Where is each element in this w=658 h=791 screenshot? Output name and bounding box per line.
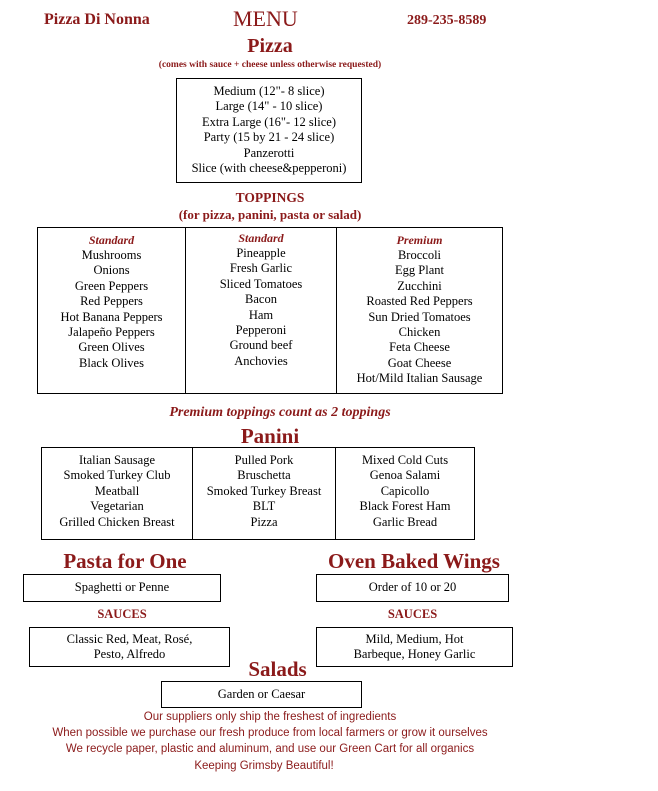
topping-item: Black Olives (79, 355, 144, 370)
panini-item: BLT (252, 499, 276, 514)
pasta-sauces-label: SAUCES (97, 607, 147, 621)
pasta-sauce-line: Classic Red, Meat, Rosé, (66, 632, 193, 646)
topping-item: Egg Plant (395, 263, 444, 278)
topping-item: Ground beef (229, 338, 293, 353)
topping-item: Jalapeño Peppers (68, 325, 155, 340)
panini-item: Pizza (250, 514, 278, 529)
pizza-note: (comes with sauce + cheese unless otherwise requested) (158, 60, 382, 70)
wings-sauce-line: Mild, Medium, Hot (365, 632, 464, 646)
panini-column-3 (336, 448, 474, 539)
footer-line: We recycle paper, plastic and aluminum, and use our Green Cart for all organics (65, 743, 475, 755)
topping-item: Fresh Garlic (229, 261, 293, 276)
panini-item: Bruschetta (237, 468, 291, 483)
footer-line: Keeping Grimsby Beautiful! (194, 760, 334, 772)
pizza-size: Extra Large (16"- 12 slice) (202, 114, 336, 129)
pasta-sauces-box (29, 627, 230, 667)
topping-item: Bacon (245, 292, 277, 307)
wings-sauces-label: SAUCES (387, 607, 438, 621)
panini-title: Panini (240, 424, 300, 448)
toppings-column-heading: Premium (396, 233, 443, 247)
panini-item: Meatball (94, 483, 140, 498)
topping-item: Anchovies (234, 353, 288, 368)
pizza-size: Party (15 by 21 - 24 slice) (203, 130, 335, 145)
panini-item: Mixed Cold Cuts (361, 453, 449, 467)
toppings-column-premium (337, 228, 502, 393)
wings-sauce-line: Barbeque, Honey Garlic (353, 647, 476, 662)
topping-item: Broccoli (397, 248, 442, 262)
topping-item: Roasted Red Peppers (366, 294, 473, 309)
panini-item: Smoked Turkey Club (63, 468, 171, 483)
pizza-size: Medium (12"- 8 slice) (213, 84, 325, 98)
pasta-sauce-line: Pesto, Alfredo (93, 647, 166, 662)
panini-column-1 (42, 448, 193, 539)
pasta-item-box (23, 574, 221, 602)
panini-column-2 (193, 448, 336, 539)
footer-line: Our suppliers only ship the freshest of ingredients (143, 711, 397, 723)
footer-line: When possible we purchase our fresh produce from local farmers or grow it ourselves (52, 727, 488, 739)
topping-item: Mushrooms (81, 248, 142, 262)
toppings-column-heading: Standard (88, 233, 135, 247)
panini-item: Smoked Turkey Breast (206, 483, 322, 498)
toppings-column-standard-1 (38, 228, 186, 393)
topping-item: Green Olives (78, 340, 145, 355)
toppings-table (37, 227, 503, 394)
panini-item: Capicollo (380, 483, 430, 498)
menu-title: MENU (233, 6, 298, 31)
pizza-size: Slice (with cheese&pepperoni) (191, 161, 347, 176)
topping-item: Pepperoni (235, 323, 287, 338)
topping-item: Ham (248, 307, 274, 322)
wings-title: Oven Baked Wings (328, 549, 500, 573)
topping-item: Feta Cheese (389, 340, 450, 355)
topping-item: Red Peppers (80, 294, 143, 309)
topping-item: Sliced Tomatoes (219, 276, 303, 291)
topping-item: Onions (93, 263, 130, 278)
panini-item: Grilled Chicken Breast (59, 514, 175, 529)
salads-title: Salads (248, 657, 307, 681)
topping-item: Pineapple (236, 246, 286, 260)
pasta-item: Spaghetti or Penne (74, 580, 170, 594)
phone-number: 289-235-8589 (407, 13, 487, 28)
topping-item: Hot Banana Peppers (60, 309, 163, 324)
wings-item: Order of 10 or 20 (368, 580, 457, 594)
topping-item: Goat Cheese (387, 355, 452, 370)
wings-sauces-box (316, 627, 513, 667)
panini-item: Garlic Bread (372, 514, 438, 529)
toppings-title: TOPPINGS (235, 190, 305, 205)
pizza-size: Large (14" - 10 slice) (215, 99, 323, 114)
topping-item: Sun Dried Tomatoes (368, 309, 471, 324)
toppings-column-heading: Standard (238, 231, 284, 245)
wings-item-box (316, 574, 509, 602)
panini-item: Pulled Pork (234, 453, 294, 467)
topping-item: Hot/Mild Italian Sausage (356, 371, 483, 386)
panini-item: Black Forest Ham (359, 499, 451, 514)
panini-item: Vegetarian (90, 499, 144, 514)
pasta-title: Pasta for One (63, 549, 187, 573)
pizza-title: Pizza (247, 35, 293, 57)
salads-item-box (161, 681, 362, 708)
panini-item: Genoa Salami (369, 468, 441, 483)
restaurant-name: Pizza Di Nonna (44, 11, 150, 28)
panini-item: Italian Sausage (78, 453, 155, 467)
toppings-subtitle: (for pizza, panini, pasta or salad) (178, 207, 362, 222)
topping-item: Green Peppers (74, 278, 149, 293)
topping-item: Chicken (398, 325, 441, 340)
salads-item: Garden or Caesar (217, 687, 306, 701)
topping-item: Zucchini (397, 278, 442, 293)
panini-table (41, 447, 475, 540)
pizza-size: Panzerotti (243, 145, 295, 160)
premium-toppings-note: Premium toppings count as 2 toppings (169, 405, 391, 420)
pizza-sizes-box (176, 78, 362, 183)
toppings-column-standard-2 (186, 228, 337, 393)
